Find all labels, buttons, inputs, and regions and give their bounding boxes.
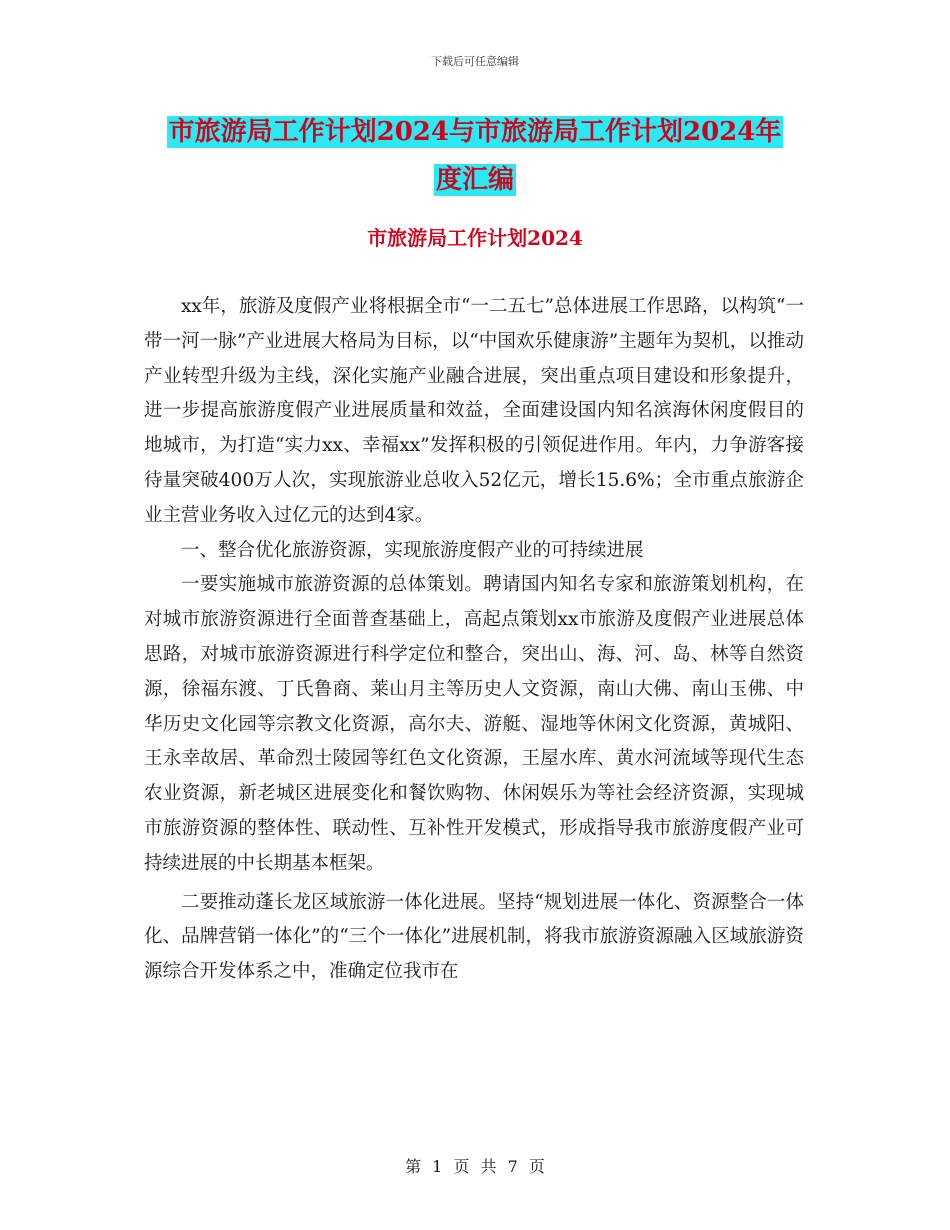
header-note: 下载后可任意编辑 bbox=[431, 55, 519, 68]
document-title bbox=[140, 108, 810, 204]
body-text bbox=[144, 290, 804, 990]
paragraph-1: 一要实施城市旅游资源的总体策划。聘请国内知名专家和旅游策划机构，在对城市旅游资源进行全面普查基础上，高起点策划xx市旅游及度假产业进展总体思路，对城市旅游资源进行科学定位和整合，突出山、海、河、岛、林等自然资源，徐福东渡、丁氏鲁商、莱山月主等历史人文资源，南山大佛、南山玉佛、中华历史文化园等宗教文化资源，高尔夫、游艇、湿地等休闲文化资源，黄城阳、王永幸故居、革命烈士陵园等红色文化资源，王屋水库、黄水河流域等现代生态农业资源，新老城区进展变化和餐饮购物、休闲娱乐为等社会经济资源，实现城市旅游资源的整体性、联动性、互补性开发模式，形成指导我市旅游度假产业可持续进展的中长期基本框架。 bbox=[144, 574, 804, 874]
page-footer: 第 1 页 共 7 页 bbox=[405, 1157, 545, 1176]
paragraph-intro: xx年，旅游及度假产业将根据全市“一二五七”总体进展工作思路，以构筑“一带一河一脉”产业进展大格局为目标，以“中国欢乐健康游”主题年为契机，以推动产业转型升级为主线，深化实施产业融合进展，突出重点项目建设和形象提升，进一步提高旅游度假产业进展质量和效益，全面建设国内知名滨海休闲度假目的地城市，为打造“实力xx、幸福xx”发挥积极的引领促进作用。年内，力争游客接待量突破400万人次，实现旅游业总收入52亿元，增长15.6%；全市重点旅游企业主营业务收入过亿元的达到4家。 bbox=[144, 296, 804, 526]
section-title: 市旅游局工作计划2024 bbox=[367, 226, 583, 250]
paragraph-heading-1: 一、整合优化旅游资源，实现旅游度假产业的可持续进展 bbox=[181, 539, 644, 561]
title-line-2: 度汇编 bbox=[435, 165, 514, 195]
title-line-1: 市旅游局工作计划2024与市旅游局工作计划2024年 bbox=[168, 117, 782, 147]
paragraph-2: 二要推动蓬长龙区域旅游一体化进展。坚持“规划进展一体化、资源整合一体化、品牌营销一体化”的“三个一体化”进展机制，将我市旅游资源融入区域旅游资源综合开发体系之中，准确定位我市在 bbox=[144, 891, 804, 983]
